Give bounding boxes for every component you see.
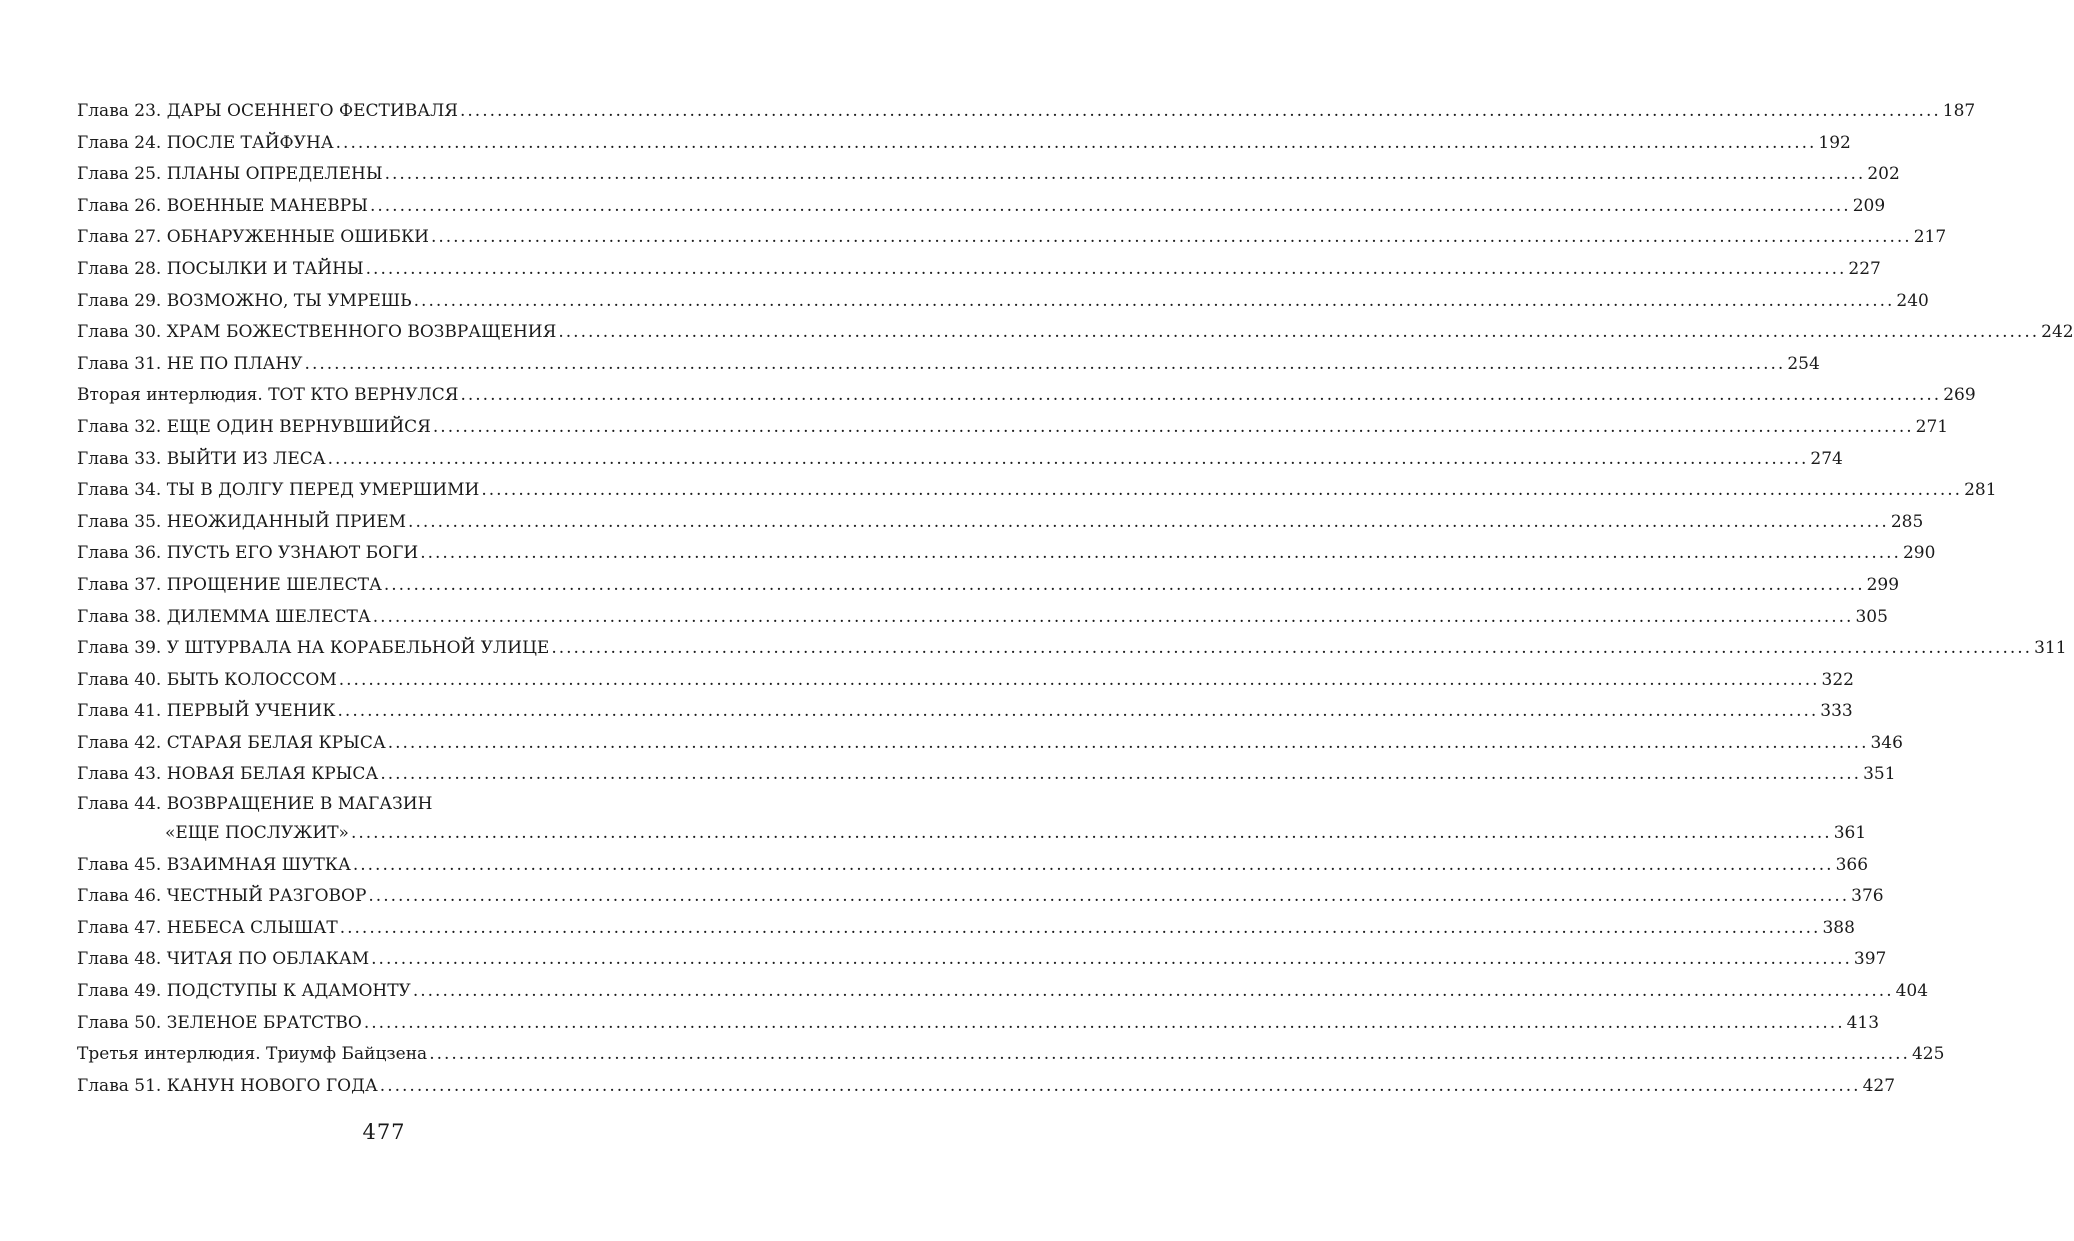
- toc-entry: [77, 128, 1851, 160]
- toc-entry-page: 346: [1870, 732, 1903, 753]
- toc-leader-dots: ........................................................................................................................................................................................................: [363, 1012, 1845, 1033]
- toc-entry-page: 254: [1787, 353, 1820, 374]
- toc-entry: [77, 850, 1869, 882]
- toc-leader-dots: ........................................................................................................................................................................................................: [371, 949, 1852, 970]
- toc-leader-dots: ........................................................................................................................................................................................................: [352, 854, 1834, 875]
- toc-entry-page: 281: [1964, 480, 1997, 501]
- toc-entry-page: 202: [1867, 164, 1900, 185]
- toc-entry-title: Глава 42. СТАРАЯ БЕЛАЯ КРЫСА: [77, 732, 386, 753]
- toc-leader-dots: ........................................................................................................................................................................................................: [460, 385, 1942, 406]
- toc-entry-page: 311: [2034, 638, 2067, 659]
- toc-entry-page: 397: [1853, 949, 1887, 970]
- toc-entry-page: 274: [1810, 448, 1843, 469]
- toc-entry: [77, 696, 1853, 728]
- toc-entry: [77, 759, 1896, 791]
- toc-entry-page: 269: [1943, 385, 1976, 406]
- toc-entry: [77, 380, 1976, 412]
- toc-entry: [77, 881, 1884, 913]
- toc-leader-dots: ........................................................................................................................................................................................................: [380, 764, 1862, 785]
- toc-leader-dots: ........................................................................................................................................................................................................: [481, 480, 1963, 501]
- toc-entry-title: Третья интерлюдия. Триумф Байцзена: [77, 1044, 428, 1065]
- page-number: 477: [362, 1120, 406, 1144]
- toc-leader-dots: ........................................................................................................................................................................................................: [368, 886, 1850, 907]
- toc-entry-title: Глава 45. ВЗАИМНАЯ ШУТКА: [77, 854, 351, 875]
- toc-entry-title: Глава 47. НЕБЕСА СЛЫШАТ: [77, 917, 338, 938]
- toc-entry: [77, 222, 1947, 254]
- toc-entry: [77, 791, 644, 818]
- toc-entry: [77, 317, 2074, 349]
- toc-entry-title: Глава 27. ОБНАРУЖЕННЫЕ ОШИБКИ: [77, 227, 429, 248]
- toc-entry: [77, 665, 1854, 697]
- toc-entry-page: 322: [1821, 669, 1854, 690]
- toc-entry-continuation: [77, 818, 1867, 850]
- toc-entry-title: Глава 38. ДИЛЕММА ШЕЛЕСТА: [77, 606, 371, 627]
- toc-leader-dots: ........................................................................................................................................................................................................: [335, 132, 1817, 153]
- toc-entry-page: 227: [1848, 258, 1881, 279]
- toc-entry: [77, 475, 1997, 507]
- toc-entry: [77, 728, 1903, 760]
- toc-entry: [77, 944, 1887, 976]
- toc-leader-dots: ........................................................................................................................................................................................................: [460, 101, 1941, 121]
- toc-leader-dots: ........................................................................................................................................................................................................: [338, 669, 1820, 690]
- toc-entry: [77, 1071, 1896, 1103]
- toc-entry-page: 299: [1866, 574, 1900, 595]
- toc-leader-dots: ........................................................................................................................................................................................................: [551, 638, 2033, 659]
- toc-entry-title: Глава 49. ПОДСТУПЫ К АДАМОНТУ: [77, 981, 411, 1002]
- toc-entry-title: Глава 33. ВЫЙТИ ИЗ ЛЕСА: [77, 448, 326, 469]
- toc-entry-page: 290: [1902, 543, 1936, 564]
- toc-entry: [77, 286, 1929, 318]
- toc-entry-page: 285: [1890, 511, 1924, 532]
- toc-entry: [77, 191, 1886, 223]
- toc-entry-page: 376: [1851, 886, 1884, 907]
- toc-leader-dots: ........................................................................................................................................................................................................: [558, 322, 2040, 343]
- toc-entry: [77, 602, 1888, 634]
- toc-entry: [77, 96, 1976, 128]
- toc-entry-title: Глава 37. ПРОЩЕНИЕ ШЕЛЕСТА: [77, 574, 382, 595]
- toc-entry-title: Глава 50. ЗЕЛЕНОЕ БРАТСТВО: [77, 1012, 362, 1033]
- toc-leader-dots: ........................................................................................................................................................................................................: [420, 543, 1901, 564]
- toc-entry-title: Глава 51. КАНУН НОВОГО ГОДА: [77, 1075, 378, 1096]
- toc-entry: [77, 1039, 1945, 1071]
- toc-entry-page: 361: [1833, 823, 1867, 844]
- toc-entry: [77, 570, 1900, 602]
- toc-entry-title: Глава 36. ПУСТЬ ЕГО УЗНАЮТ БОГИ: [77, 543, 419, 564]
- toc-entry-title: Глава 43. НОВАЯ БЕЛАЯ КРЫСА: [77, 764, 379, 785]
- toc-entry-page: 404: [1895, 981, 1929, 1002]
- toc-leader-dots: ........................................................................................................................................................................................................: [327, 448, 1809, 469]
- toc-leader-dots: ........................................................................................................................................................................................................: [387, 732, 1869, 753]
- toc-entry-title: Глава 39. У ШТУРВАЛА НА КОРАБЕЛЬНОЙ УЛИЦЕ: [77, 638, 550, 659]
- toc-leader-dots: ........................................................................................................................................................................................................: [369, 195, 1851, 216]
- toc-entry-title: Глава 29. ВОЗМОЖНО, ТЫ УМРЕШЬ: [77, 290, 412, 311]
- toc-entry-page: 425: [1911, 1044, 1945, 1065]
- toc-entry: [77, 254, 1881, 286]
- toc-entry-title: Глава 25. ПЛАНЫ ОПРЕДЕЛЕНЫ: [77, 164, 383, 185]
- toc-entry: [77, 633, 2067, 665]
- toc-entry-title: Глава 32. ЕЩЕ ОДИН ВЕРНУВШИЙСЯ: [77, 416, 431, 437]
- toc-entry-page: 427: [1862, 1075, 1896, 1096]
- toc-entry: [77, 507, 1924, 539]
- toc-entry-page: 413: [1846, 1012, 1880, 1033]
- toc-entry-title: Глава 35. НЕОЖИДАННЫЙ ПРИЕМ: [77, 511, 407, 532]
- toc-entry-title-continuation: «ЕЩЕ ПОСЛУЖИТ»: [165, 823, 349, 844]
- toc-entry: [77, 913, 1855, 945]
- toc-entry: [77, 1008, 1880, 1040]
- toc-entry: [77, 538, 1936, 570]
- toc-entry-title: Глава 30. ХРАМ БОЖЕСТВЕННОГО ВОЗВРАЩЕНИЯ: [77, 322, 557, 343]
- toc-entry-page: 187: [1942, 101, 1976, 121]
- toc-entry: [77, 412, 1949, 444]
- toc-entry: [77, 349, 1820, 381]
- toc-entry: [77, 976, 1929, 1008]
- toc-entry-page: 351: [1863, 764, 1896, 785]
- toc-entry-title: Глава 28. ПОСЫЛКИ И ТАЙНЫ: [77, 258, 364, 279]
- toc-entry-page: 192: [1818, 132, 1851, 153]
- toc-entry-title: Глава 26. ВОЕННЫЕ МАНЕВРЫ: [77, 195, 368, 216]
- toc-entry-page: 388: [1822, 917, 1855, 938]
- toc-leader-dots: ........................................................................................................................................................................................................: [412, 981, 1894, 1002]
- toc-leader-dots: ........................................................................................................................................................................................................: [365, 258, 1847, 279]
- toc-leader-dots: ........................................................................................................................................................................................................: [408, 511, 1889, 532]
- toc-leader-dots: ........................................................................................................................................................................................................: [383, 574, 1865, 595]
- toc-leader-dots: ........................................................................................................................................................................................................: [350, 823, 1832, 844]
- toc-entry-title: Глава 23. ДАРЫ ОСЕННЕГО ФЕСТИВАЛЯ: [77, 101, 458, 121]
- toc-entry-title: Глава 46. ЧЕСТНЫЙ РАЗГОВОР: [77, 886, 367, 907]
- toc-entry-title: Глава 34. ТЫ В ДОЛГУ ПЕРЕД УМЕРШИМИ: [77, 480, 480, 501]
- toc-entry-page: 242: [2041, 322, 2074, 343]
- toc-leader-dots: ........................................................................................................................................................................................................: [430, 227, 1912, 248]
- toc-leader-dots: ........................................................................................................................................................................................................: [432, 416, 1914, 437]
- toc-entry-page: 305: [1855, 606, 1888, 627]
- toc-entry-page: 333: [1820, 701, 1853, 722]
- toc-entry: [77, 159, 1900, 191]
- toc-entry-title: Вторая интерлюдия. ТОТ КТО ВЕРНУЛСЯ: [77, 385, 459, 406]
- toc-leader-dots: ........................................................................................................................................................................................................: [372, 606, 1854, 627]
- toc-entry-page: 209: [1852, 195, 1886, 216]
- toc-entry: [77, 444, 1843, 476]
- toc-entry-page: 240: [1896, 290, 1929, 311]
- toc-leader-dots: ........................................................................................................................................................................................................: [337, 701, 1819, 722]
- toc-leader-dots: ........................................................................................................................................................................................................: [384, 164, 1866, 185]
- toc-entry-page: 271: [1915, 416, 1949, 437]
- toc-leader-dots: ........................................................................................................................................................................................................: [379, 1075, 1861, 1096]
- toc-entry-title: Глава 31. НЕ ПО ПЛАНУ: [77, 353, 303, 374]
- toc-leader-dots: ........................................................................................................................................................................................................: [413, 290, 1895, 311]
- toc-entry-page: 217: [1913, 227, 1947, 248]
- toc-entry-title: Глава 41. ПЕРВЫЙ УЧЕНИК: [77, 701, 336, 722]
- toc-entry-title: Глава 24. ПОСЛЕ ТАЙФУНА: [77, 132, 334, 153]
- toc-entry-title: Глава 44. ВОЗВРАЩЕНИЕ В МАГАЗИН: [77, 794, 433, 815]
- toc-leader-dots: ........................................................................................................................................................................................................: [429, 1044, 1910, 1065]
- toc-entry-page: 366: [1835, 854, 1869, 875]
- toc-entry-title: Глава 48. ЧИТАЯ ПО ОБЛАКАМ: [77, 949, 370, 970]
- toc-entry-title: Глава 40. БЫТЬ КОЛОССОМ: [77, 669, 337, 690]
- toc-leader-dots: ........................................................................................................................................................................................................: [339, 917, 1821, 938]
- toc-leader-dots: ........................................................................................................................................................................................................: [304, 353, 1786, 374]
- table-of-contents: [77, 96, 2074, 1102]
